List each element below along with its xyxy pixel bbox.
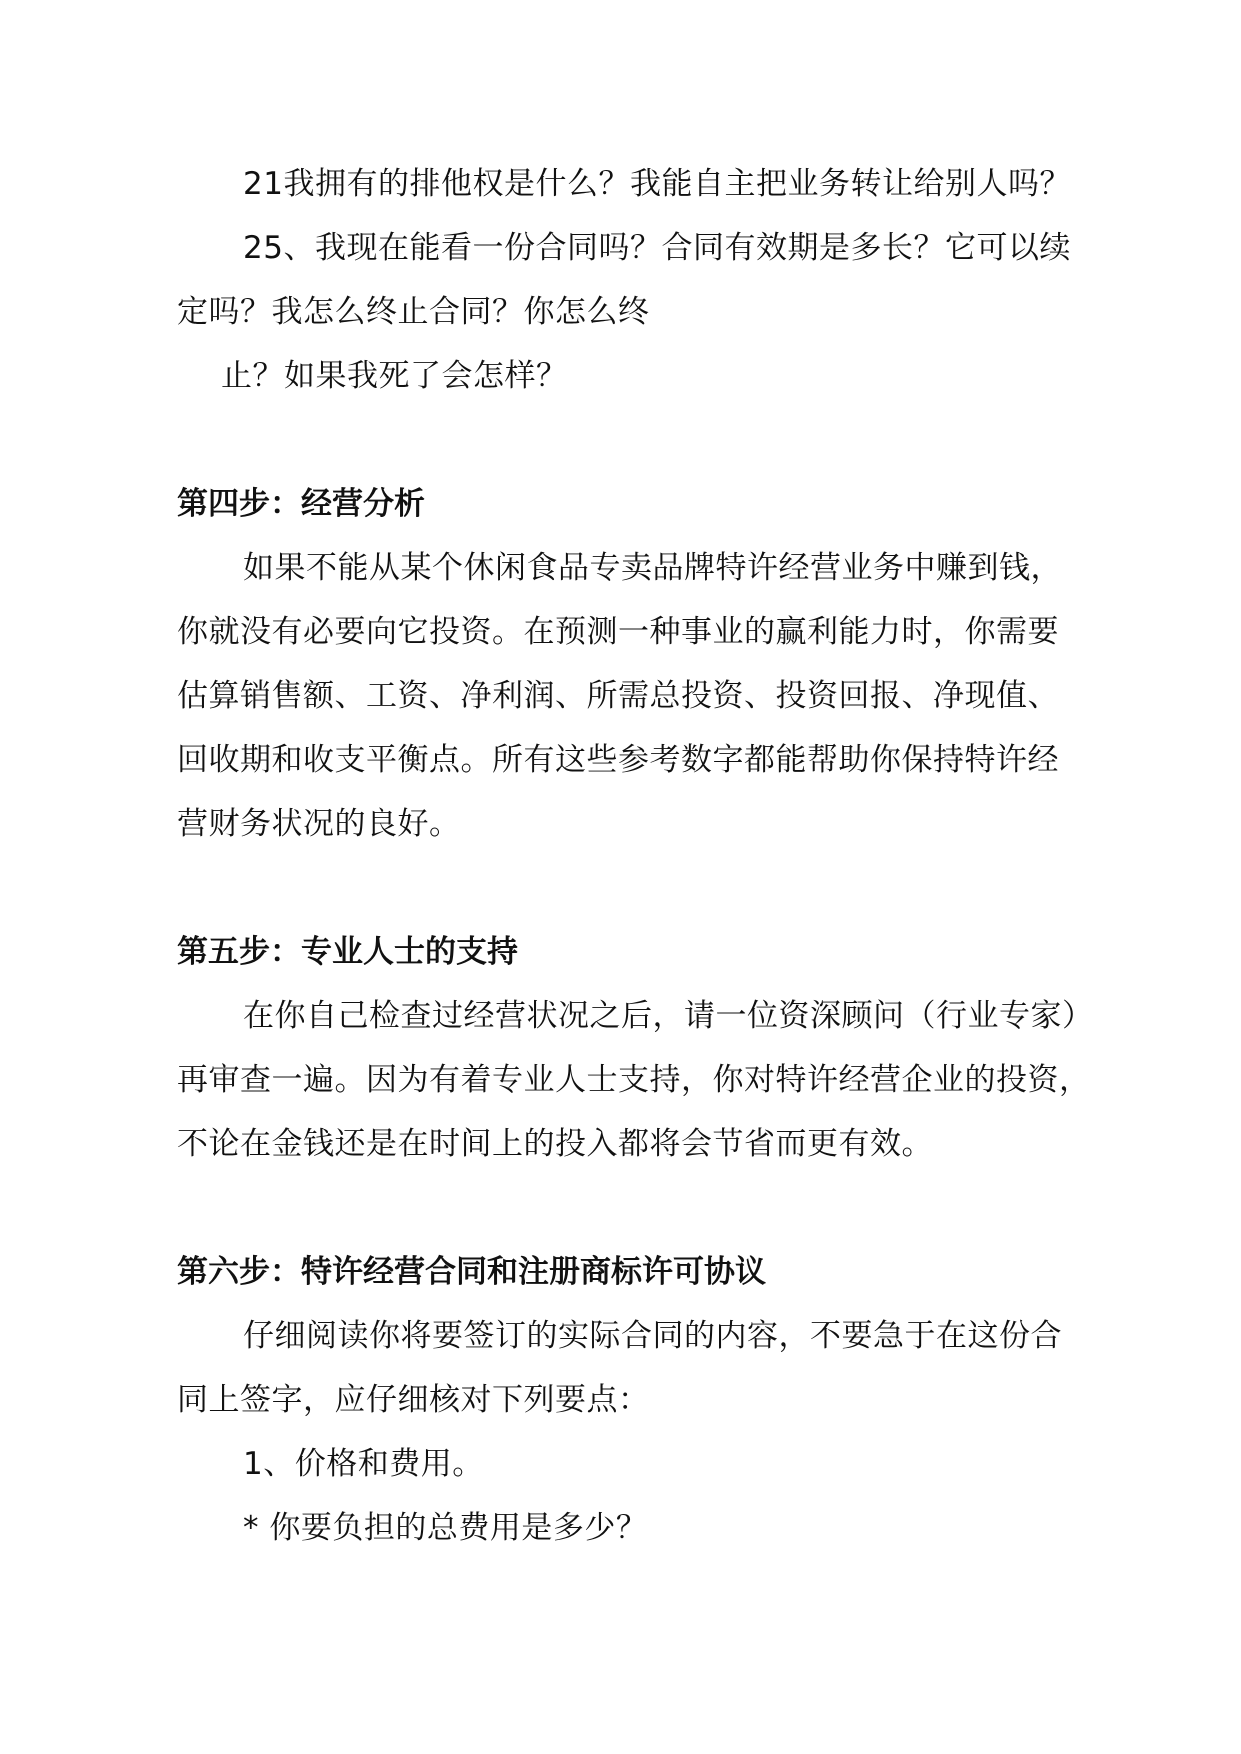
spacer (177, 408, 1137, 472)
step-5-paragraph-line: 在你自己检查过经营状况之后，请一位资深顾问（行业专家） (243, 998, 1094, 1034)
step-6-list-bullet: * 你要负担的总费用是多少？ (243, 1510, 648, 1546)
question-25-line-1: 25、我现在能看一份合同吗？合同有效期是多长？它可以续 (243, 230, 1071, 266)
step-4-paragraph-line: 回收期和收支平衡点。所有这些参考数字都能帮助你保持特许经 (177, 742, 1059, 778)
step-4-heading: 第四步：经营分析 (177, 486, 425, 522)
document-page (177, 152, 1137, 1560)
step-4-paragraph-line: 如果不能从某个休闲食品专卖品牌特许经营业务中赚到钱， (243, 550, 1062, 586)
question-21: 21我拥有的排他权是什么？我能自主把业务转让给别人吗？ (243, 166, 1071, 202)
step-4-paragraph-line: 营财务状况的良好。 (177, 806, 461, 842)
step-4-paragraph-line: 你就没有必要向它投资。在预测一种事业的赢利能力时，你需要 (177, 614, 1059, 650)
question-25-line-3: 止？如果我死了会怎样？ (221, 358, 568, 394)
step-5-heading: 第五步：专业人士的支持 (177, 934, 518, 970)
step-6-paragraph-line: 仔细阅读你将要签订的实际合同的内容，不要急于在这份合 (243, 1318, 1062, 1354)
question-25-line-2: 定吗？我怎么终止合同？你怎么终 (177, 294, 650, 330)
step-6-paragraph-line: 同上签字，应仔细核对下列要点： (177, 1382, 650, 1418)
step-5-paragraph-line: 再审查一遍。因为有着专业人士支持，你对特许经营企业的投资， (177, 1062, 1091, 1098)
step-6-list-item: 1、价格和费用。 (243, 1446, 484, 1482)
step-5-paragraph-line: 不论在金钱还是在时间上的投入都将会节省而更有效。 (177, 1126, 933, 1162)
step-6-heading: 第六步：特许经营合同和注册商标许可协议 (177, 1254, 766, 1290)
step-4-paragraph-line: 估算销售额、工资、净利润、所需总投资、投资回报、净现值、 (177, 678, 1059, 714)
spacer (177, 856, 1137, 920)
spacer (177, 1176, 1137, 1240)
